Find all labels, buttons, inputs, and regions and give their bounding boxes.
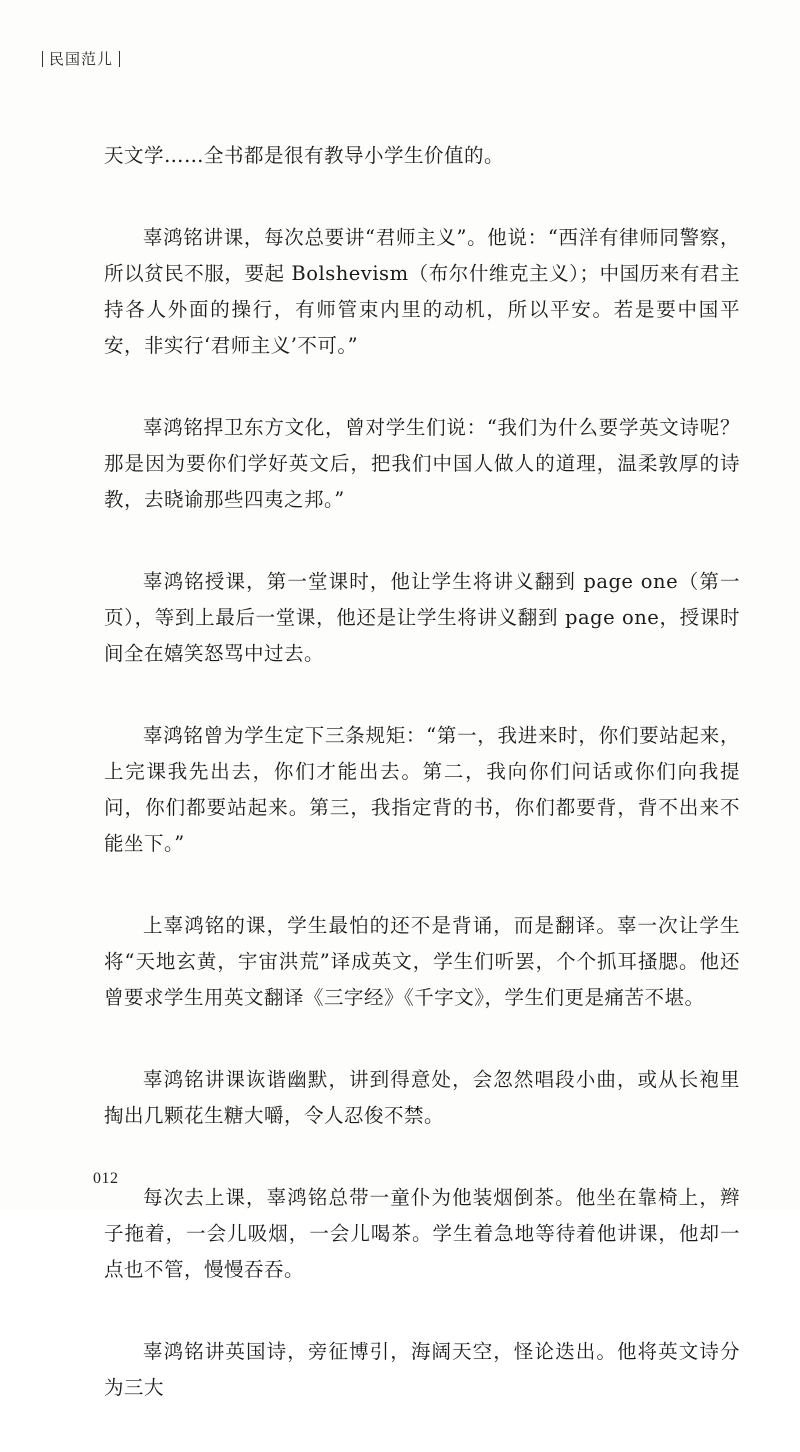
running-header	[36, 48, 126, 69]
paragraph: 辜鸿铭讲英国诗，旁征博引，海阔天空，怪论迭出。他将英文诗分为三大	[104, 1340, 740, 1399]
header-divider-left	[42, 51, 43, 67]
paragraph: 辜鸿铭曾为学生定下三条规矩：“第一，我进来时，你们要站起来，上完课我先出去，你们才能出去。第二，我向你们问话或你们向我提问，你们都要站起来。第三，我指定背的书，你们都要背，背不出来不能坐下。”	[104, 724, 740, 855]
book-title: 民国范儿	[49, 50, 114, 68]
paragraph: 辜鸿铭捍卫东方文化，曾对学生们说：“我们为什么要学英文诗呢？那是因为要你们学好英文后，把我们中国人做人的道理，温柔敦厚的诗教，去晓谕那些四夷之邦。”	[104, 416, 740, 511]
paragraph: 辜鸿铭讲课，每次总要讲“君师主义”。他说：“西洋有律师同警察，所以贫民不服，要起 Bolshevism（布尔什维克主义）；中国历来有君主持各人外面的操行，有师管束内里的动机，所以平安。若是要中国平安，非实行‘君师主义’不可。”	[104, 226, 740, 357]
page-number: 012	[93, 1170, 119, 1187]
body-text	[104, 138, 740, 1452]
paragraph: 辜鸿铭授课，第一堂课时，他让学生将讲义翻到 page one（第一页），等到上最后一堂课，他还是让学生将讲义翻到 page one，授课时间全在嬉笑怒骂中过去。	[104, 570, 740, 665]
paragraph: 每次去上课，辜鸿铭总带一童仆为他装烟倒茶。他坐在靠椅上，辫子拖着，一会儿吸烟，一会儿喝茶。学生着急地等待着他讲课，他却一点也不管，慢慢吞吞。	[104, 1186, 740, 1281]
header-divider-right	[119, 51, 120, 67]
paragraph: 辜鸿铭讲课诙谐幽默，讲到得意处，会忽然唱段小曲，或从长袍里掏出几颗花生糖大嚼，令人忍俊不禁。	[104, 1068, 740, 1127]
paragraph: 上辜鸿铭的课，学生最怕的还不是背诵，而是翻译。辜一次让学生将“天地玄黄，宇宙洪荒”译成英文，学生们听罢，个个抓耳搔腮。他还曾要求学生用英文翻译《三字经》《千字文》，学生们更是痛苦不堪。	[104, 914, 740, 1009]
paragraph: 天文学……全书都是很有教导小学生价值的。	[104, 144, 505, 167]
